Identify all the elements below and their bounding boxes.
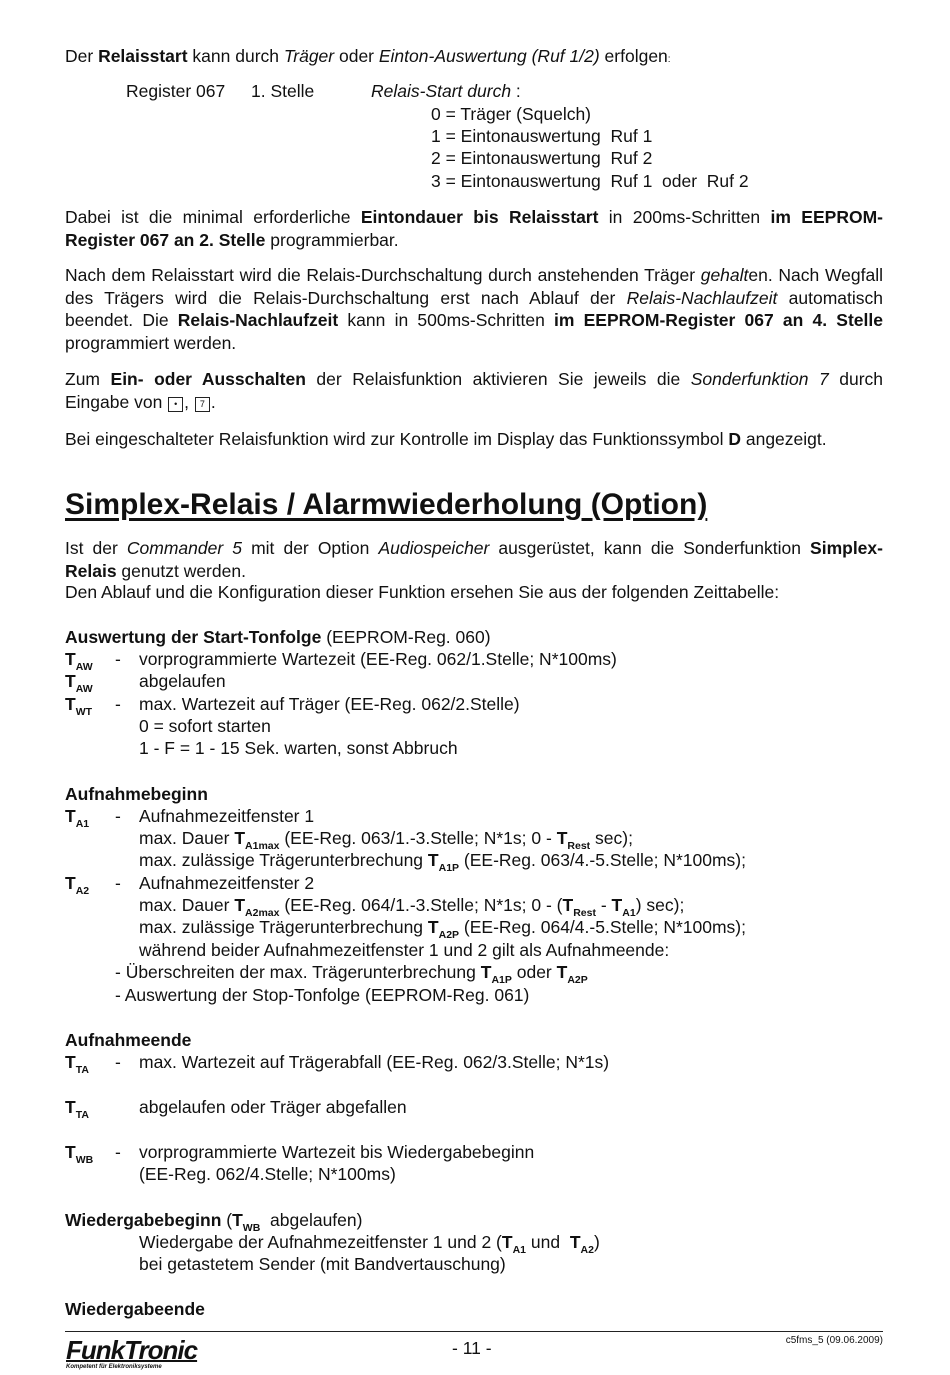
funktronic-logo <box>66 1335 197 1370</box>
aufnahmeende-heading: Aufnahmeende <box>65 1030 192 1050</box>
t-a1-description: Aufnahmezeitfenster 1 <box>139 806 315 826</box>
logo-tagline: Kompetent für Elektroniksysteme <box>66 1364 162 1370</box>
register-option: 2 = Eintonauswertung Ruf 2 <box>431 148 653 168</box>
t-wb-register: (EE-Reg. 062/4.Stelle; N*100ms) <box>139 1164 396 1184</box>
t-wt-option: 1 - F = 1 - 15 Sek. warten, sonst Abbruch <box>139 738 458 758</box>
t-wt-label: $T_{WT}$ <box>65 694 93 718</box>
t-a2-max-duration: max. Dauer $T_{A2max}$ (EE-Reg. 064/1.-3.Stelle; N*1s; $0 - (T_{Rest} - T_{A1})$ sec); <box>139 895 685 919</box>
relaisstart-sentence: Der Relaisstart kann durch Träger oder Einton-Auswertung (Ruf 1/2) erfolgen: <box>65 46 671 66</box>
t-a2-description: Aufnahmezeitfenster 2 <box>139 873 315 893</box>
t-wb-description: vorprogrammierte Wartezeit bis Wiedergabebeginn <box>139 1142 535 1162</box>
eintondauer-paragraph: Dabei ist die minimal erforderliche Eintondauer bis Relaisstart in 200ms-Schritten im EEPROM-Register 067 an 2. Stelle programmierbar. <box>65 207 883 250</box>
nachlaufzeit-paragraph: Nach dem Relaisstart wird die Relais-Durchschaltung durch anstehenden Träger gehalten. Nach Wegfall des Trägers wird die Relais-Durchschaltung erst nach Ablauf der Relais-Nachlaufzeit automatisch beendet. Die Relais-Nachlaufzeit kann in 500ms-Schritten im EEPROM-Register 067 an 4. Stelle programmiert werden. <box>65 265 883 353</box>
wiedergabebeginn-heading: Wiedergabebeginn ($T_{WB}$ abgelaufen) <box>65 1210 363 1234</box>
wiedergabe-description: Wiedergabe der Aufnahmezeitfenster 1 und 2 ($T_{A1}$ und $T_{A2}$) <box>139 1232 600 1256</box>
t-aw-expired: abgelaufen <box>139 671 226 691</box>
logo-wordmark: FunkTronic <box>66 1335 198 1365</box>
register-option: 1 = Eintonauswertung Ruf 1 <box>431 126 653 146</box>
dash: - <box>115 873 121 893</box>
dash: - <box>115 806 121 826</box>
t-wt-description: max. Wartezeit auf Träger (EE-Reg. 062/2.Stelle) <box>139 694 520 714</box>
funktionssymbol-sentence: Bei eingeschalteter Relaisfunktion wird zur Kontrolle im Display das Funktionssymbol D angezeigt. <box>65 429 827 449</box>
zeittabelle-intro: Den Ablauf und die Konfiguration dieser Funktion ersehen Sie aus der folgenden Zeittabelle: <box>65 582 780 602</box>
section-title: Simplex-Relais / Alarmwiederholung (Option) <box>65 488 708 521</box>
t-wb-label: $T_{WB}$ <box>65 1142 94 1166</box>
seven-key-icon: 7 <box>195 397 210 412</box>
dash: - <box>115 1052 121 1072</box>
dash: - <box>115 694 121 714</box>
aufnahmeende-condition-intro: während beider Aufnahmezeitfenster 1 und 2 gilt als Aufnahmeende: <box>139 940 670 960</box>
t-a1-max-duration: max. Dauer $T_{A1max}$ (EE-Reg. 063/1.-3.Stelle; N*1s; $0 - T_{Rest}$ sec); <box>139 828 633 852</box>
dot-key-icon: • <box>168 397 183 412</box>
t-ta-label: $T_{TA}$ <box>65 1052 89 1076</box>
t-aw-label: $T_{AW}$ <box>65 671 93 695</box>
wiedergabe-sender: bei getastetem Sender (mit Bandvertauschung) <box>139 1254 506 1274</box>
register-position: 1. Stelle <box>251 81 315 101</box>
footer-divider <box>65 1331 883 1332</box>
auswertung-heading: Auswertung der Start-Tonfolge (EEPROM-Reg. 060) <box>65 627 491 647</box>
t-a2-label: $T_{A2}$ <box>65 873 90 897</box>
page-number: - 11 - <box>452 1338 492 1358</box>
dash: - <box>115 1142 121 1162</box>
option-paragraph: Ist der Commander 5 mit der Option Audiospeicher ausgerüstet, kann die Sonderfunktion Simplex-Relais genutzt werden. <box>65 538 883 581</box>
t-ta-description: max. Wartezeit auf Trägerabfall (EE-Reg. 062/3.Stelle; N*1s) <box>139 1052 610 1072</box>
register-description: Relais-Start durch : <box>371 81 521 101</box>
wiedergabeende-heading: Wiedergabeende <box>65 1299 205 1319</box>
t-wt-option: 0 = sofort starten <box>139 716 271 736</box>
t-a2-carrier-interruption: max. zulässige Trägerunterbrechung $T_{A2P}$ (EE-Reg. 064/4.-5.Stelle; N*100ms); <box>139 917 746 941</box>
register-option: 0 = Träger (Squelch) <box>431 104 592 124</box>
document-id: c5fms_5 (09.06.2009) <box>785 1335 883 1346</box>
t-a1-label: $T_{A1}$ <box>65 806 90 830</box>
t-ta-expired: abgelaufen oder Träger abgefallen <box>139 1097 407 1117</box>
t-a1-carrier-interruption: max. zulässige Trägerunterbrechung $T_{A1P}$ (EE-Reg. 063/4.-5.Stelle; N*100ms); <box>139 850 746 874</box>
aufnahmebeginn-heading: Aufnahmebeginn <box>65 784 208 804</box>
register-label: Register 067 <box>126 81 226 101</box>
dash: - <box>115 649 121 669</box>
register-option: 3 = Eintonauswertung Ruf 1 oder Ruf 2 <box>431 171 749 191</box>
aufnahmeende-condition: - Überschreiten der max. Trägerunterbrechung $T_{A1P}$ oder $T_{A2P}$ <box>115 962 588 986</box>
aufnahmeende-condition: - Auswertung der Stop-Tonfolge (EEPROM-Reg. 061) <box>115 985 530 1005</box>
schalten-paragraph: Zum Ein- oder Ausschalten der Relaisfunktion aktivieren Sie jeweils die Sonderfunktion 7 durch Eingabe von • , 7 . <box>65 369 884 412</box>
t-aw-label: $T_{AW}$ <box>65 649 93 673</box>
t-ta-label: $T_{TA}$ <box>65 1097 89 1121</box>
t-aw-description: vorprogrammierte Wartezeit (EE-Reg. 062/1.Stelle; N*100ms) <box>139 649 617 669</box>
